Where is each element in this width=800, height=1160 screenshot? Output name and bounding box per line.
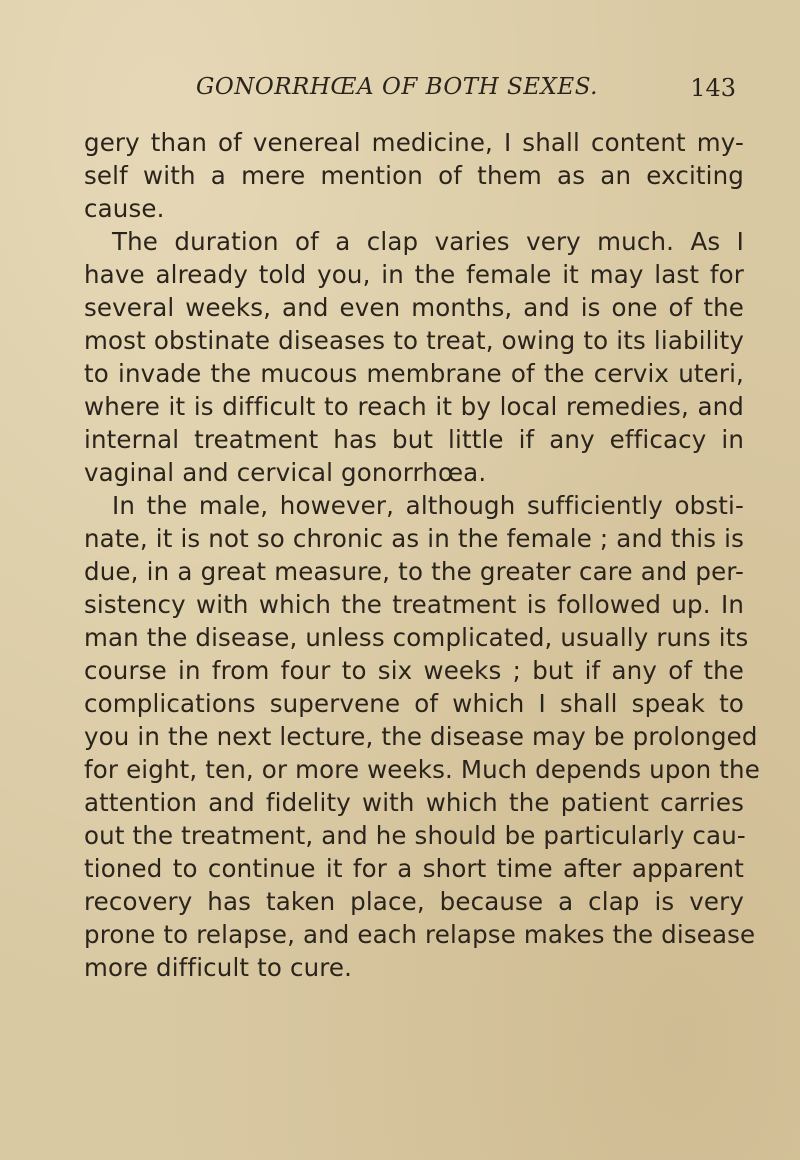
text-line: vaginal and cervical gonorrhœa. <box>84 458 487 487</box>
text-line: several weeks, and even months, and is one of the <box>84 293 744 322</box>
text-line: more difficult to cure. <box>84 953 353 982</box>
text-line: self with a mere mention of them as an exciting <box>84 161 744 190</box>
text-line: where it is difficult to reach it by local remedies, and <box>84 392 744 421</box>
text-line: recovery has taken place, because a clap is very <box>84 887 744 916</box>
text-line: most obstinate diseases to treat, owing to its liability <box>84 326 744 355</box>
text-line: nate, it is not so chronic as in the female ; and this is <box>84 524 744 553</box>
text-line: The duration of a clap varies very much. As I <box>112 227 744 256</box>
text-line: complications supervene of which I shall speak to <box>84 689 744 718</box>
text-line: tioned to continue it for a short time after apparent <box>84 854 744 883</box>
text-line: have already told you, in the female it may last for <box>84 260 744 289</box>
running-head <box>150 74 750 108</box>
text-line: internal treatment has but little if any efficacy in <box>84 425 744 454</box>
text-line: to invade the mucous membrane of the cervix uteri, <box>84 359 744 388</box>
text-line: attention and fidelity with which the patient carries <box>84 788 744 817</box>
body-text <box>84 126 760 984</box>
text-line: man the disease, unless complicated, usually runs its <box>84 623 749 652</box>
text-line: gery than of venereal medicine, I shall content my- <box>84 128 744 157</box>
text-line: you in the next lecture, the disease may be prolonged <box>84 722 758 751</box>
text-line: for eight, ten, or more weeks. Much depends upon the <box>84 755 760 784</box>
text-line: In the male, however, although sufficiently obsti- <box>112 491 744 520</box>
text-line: cause. <box>84 194 165 223</box>
running-title: GONORRHŒA OF BOTH SEXES. <box>196 74 598 100</box>
text-line: out the treatment, and he should be particularly cau- <box>84 821 746 850</box>
text-line: sistency with which the treatment is followed up. In <box>84 590 744 619</box>
text-line: prone to relapse, and each relapse makes the disease <box>84 920 756 949</box>
text-line: due, in a great measure, to the greater care and per- <box>84 557 744 586</box>
page-number: 143 <box>690 74 736 102</box>
text-line: course in from four to six weeks ; but if any of the <box>84 656 744 685</box>
